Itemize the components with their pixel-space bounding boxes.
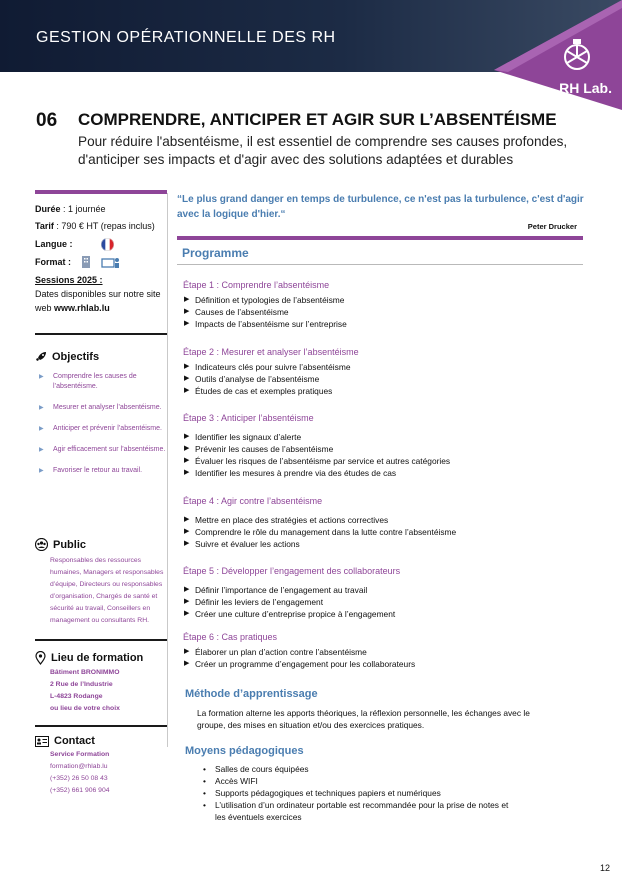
list-item: ▶ Créer un programme d’engagement pour les collaborateurs xyxy=(183,658,573,670)
info-block xyxy=(35,202,167,315)
methode-title: Méthode d’apprentissage xyxy=(185,688,318,700)
online-training-icon xyxy=(101,255,121,269)
list-item: ▶ Identifier les mesures à prendre via des études de cas xyxy=(183,467,573,479)
public-title: Public xyxy=(35,538,167,551)
lieu-address: Bâtiment BRONIMMO 2 Rue de l’Industrie L-4823 Rodange ou lieu de votre choix xyxy=(50,669,120,712)
website-link[interactable]: www.rhlab.lu xyxy=(54,303,110,313)
quote-text: “Le plus grand danger en temps de turbulence, ce n'est pas la turbulence, c'est d'agir avec la logique d'hier.“ xyxy=(177,194,584,220)
left-column xyxy=(35,190,167,797)
methode-text: La formation alterne les apports théoriques, la réflexion personnelle, les échanges avec le groupe, des mises en situation et/ou des exercices pratiques. xyxy=(197,708,530,730)
divider xyxy=(35,725,167,727)
list-item: ▶ Évaluer les risques de l’absentéisme par service et autres catégories xyxy=(183,455,573,467)
sessions-text: Dates disponibles sur notre site web www.rhlab.lu xyxy=(35,289,161,313)
sessions-label: Sessions 2025 : xyxy=(35,275,103,285)
rh-lab-logo-icon xyxy=(562,38,592,72)
moyens-list xyxy=(203,763,513,823)
moyens-title: Moyens pédagogiques xyxy=(185,745,304,757)
programme-accent-bar xyxy=(177,236,583,240)
list-item: ▶ Études de cas et exemples pratiques xyxy=(183,385,573,397)
contact-title: Contact xyxy=(35,735,167,747)
email-link[interactable]: formation@rhlab.lu xyxy=(50,763,108,770)
duree-row: Durée : 1 journée xyxy=(35,204,106,214)
module-number: 06 xyxy=(36,110,58,131)
list-item: ▶ Indicateurs clés pour suivre l’absentéisme xyxy=(183,361,573,373)
list-item: ▶ Prévenir les causes de l’absentéisme xyxy=(183,443,573,455)
objectifs-list xyxy=(35,372,167,476)
programme-step-3: Étape 3 : Anticiper l’absentéisme ▶ Identifier les signaux d’alerte ▶ Prévenir les causes de l’absentéisme ▶ Évaluer les risques de l’absentéisme par service et autres catégories ▶ Identifier les mesures à prendre via des études de cas xyxy=(183,412,573,479)
header-title: GESTION OPÉRATIONNELLE DES RH xyxy=(36,29,336,46)
location-pin-icon xyxy=(35,651,46,665)
langue-row: Langue : xyxy=(35,237,167,251)
french-flag-icon xyxy=(101,238,114,251)
list-item: ▶ Impacts de l’absentéisme sur l’entreprise xyxy=(183,318,573,330)
list-item: ▶ Causes de l’absentéisme xyxy=(183,306,573,318)
phone-link[interactable]: (+352) 661 906 904 xyxy=(50,787,110,794)
classroom-icon xyxy=(79,255,93,269)
list-item: • Supports pédagogiques et techniques papiers et numériques xyxy=(203,787,513,799)
programme-step-2: Étape 2 : Mesurer et analyser l’absentéisme ▶ Indicateurs clés pour suivre l’absentéisme ▶ Outils d’analyse de l’absentéisme ▶ Études de cas et exemples pratiques xyxy=(183,346,573,397)
programme-step-6: Étape 6 : Cas pratiques ▶ Élaborer un plan d’action contre l’absentéisme ▶ Créer un programme d’engagement pour les collaborateurs xyxy=(183,631,573,670)
list-item: ▶ Suivre et évaluer les actions xyxy=(183,538,573,550)
tarif-row: Tarif : 790 € HT (repas inclus) xyxy=(35,221,155,231)
page-number: 12 xyxy=(599,863,610,873)
lieu-title: Lieu de formation xyxy=(35,651,167,665)
list-item: • Accès WIFI xyxy=(203,775,513,787)
list-item: ▶ Favoriser le retour au travail. xyxy=(39,466,167,476)
page-subtitle: Pour réduire l'absentéisme, il est essentiel de comprendre ses causes profondes, d'anticiper ses impacts et d'agir avec des solutions adaptées et durables xyxy=(78,134,568,167)
list-item: ▶ Créer une culture d’entreprise propice à l’engagement xyxy=(183,608,573,620)
list-item: ▶ Mesurer et analyser l’absentéisme. xyxy=(39,403,167,413)
left-accent-bar xyxy=(35,190,167,194)
list-item: • L’utilisation d’un ordinateur portable est recommandée pour la prise de notes et les éventuels exercices xyxy=(203,799,513,823)
objectifs-title: Objectifs xyxy=(35,351,167,363)
list-item: ▶ Définir les leviers de l’engagement xyxy=(183,596,573,608)
format-row: Format : xyxy=(35,255,167,269)
list-item: ▶ Agir efficacement sur l’absentéisme. xyxy=(39,445,167,455)
divider xyxy=(35,639,167,641)
programme-underline xyxy=(177,264,583,265)
list-item: ▶ Comprendre les causes de l’absentéisme. xyxy=(39,372,167,392)
list-item: ▶ Anticiper et prévenir l’absentéisme. xyxy=(39,424,167,434)
quote-author: Peter Drucker xyxy=(527,222,577,231)
list-item: ▶ Définition et typologies de l’absentéisme xyxy=(183,294,573,306)
divider xyxy=(35,333,167,335)
programme-step-5: Étape 5 : Développer l’engagement des collaborateurs ▶ Définir l’importance de l’engagement au travail ▶ Définir les leviers de l’engagement ▶ Créer une culture d’entreprise propice à l’engagement xyxy=(183,565,573,620)
list-item: ▶ Comprendre le rôle du management dans la lutte contre l’absentéisme xyxy=(183,526,573,538)
list-item: ▶ Identifier les signaux d’alerte xyxy=(183,431,573,443)
phone-link[interactable]: (+352) 26 50 08 43 xyxy=(50,775,108,782)
rocket-icon xyxy=(35,351,47,363)
programme-step-1: Étape 1 : Comprendre l’absentéisme ▶ Définition et typologies de l’absentéisme ▶ Causes de l’absentéisme ▶ Impacts de l’absentéisme sur l’entreprise xyxy=(183,279,573,330)
logo-text: RH Lab. xyxy=(559,80,612,96)
page-title: COMPRENDRE, ANTICIPER ET AGIR SUR L’ABSENTÉISME xyxy=(78,110,557,129)
contact-details: Service Formation formation@rhlab.lu (+352) 26 50 08 43 (+352) 661 906 904 xyxy=(35,749,167,797)
list-item: ▶ Élaborer un plan d’action contre l’absentéisme xyxy=(183,646,573,658)
programme-title: Programme xyxy=(182,246,249,260)
contact-card-icon xyxy=(35,736,49,747)
group-icon xyxy=(35,538,48,551)
column-separator xyxy=(167,193,168,747)
list-item: • Salles de cours équipées xyxy=(203,763,513,775)
public-text: Responsables des ressources humaines, Managers et responsables d’équipe, Directeurs ou responsables d’organisation, Chargés de santé et sécurité au travail, Conseillers en management ou consultants RH. xyxy=(50,557,164,624)
list-item: ▶ Outils d’analyse de l’absentéisme xyxy=(183,373,573,385)
list-item: ▶ Définir l’importance de l’engagement au travail xyxy=(183,584,573,596)
list-item: ▶ Mettre en place des stratégies et actions correctives xyxy=(183,514,573,526)
programme-step-4: Étape 4 : Agir contre l’absentéisme ▶ Mettre en place des stratégies et actions correctives ▶ Comprendre le rôle du management dans la lutte contre l’absentéisme ▶ Suivre et évaluer les actions xyxy=(183,495,573,550)
